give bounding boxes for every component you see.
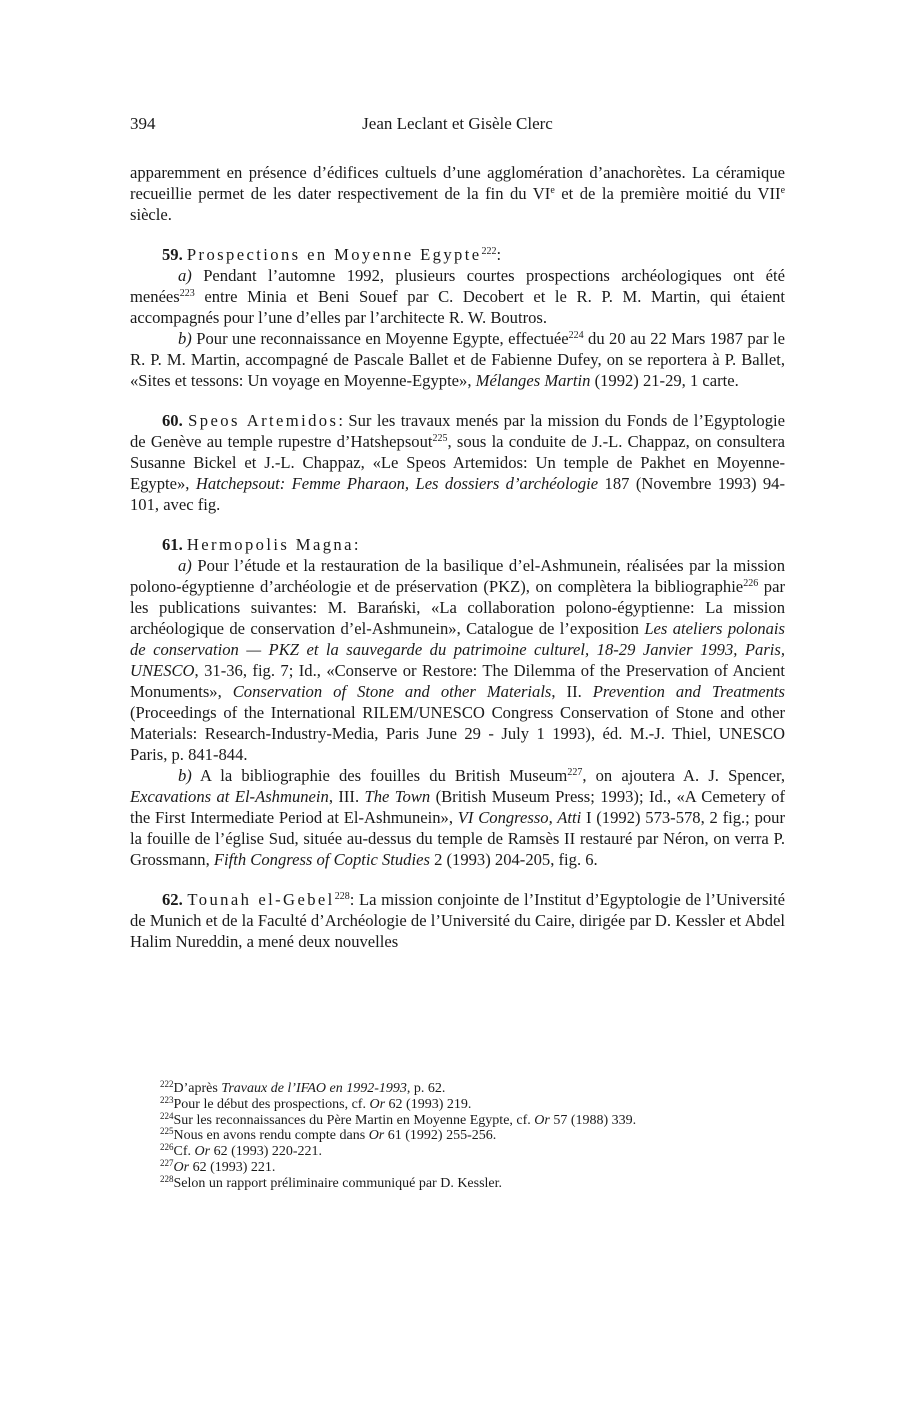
footnote-ref[interactable]: 224 <box>568 330 584 341</box>
section-number: 61. <box>162 535 183 554</box>
section-59-a: a) Pendant l’automne 1992, plusieurs courtes prospections archéologiques ont été menées$^{223}$ entre Minia et Beni Souef par C. Decobert et le R. P. M. Martin, qui étaient accompagnés pour l’une d’elles par l’architecte R. W. Boutros. <box>130 266 785 327</box>
footnote: $^{227}$Or 62 (1993) 221. <box>160 1157 276 1175</box>
main-text <box>130 162 785 952</box>
section-number: 60. <box>162 411 183 430</box>
section-number: 62. <box>162 890 183 909</box>
section-59-heading: 59. Prospections en Moyenne Egypte$^{222}$: <box>162 245 502 264</box>
running-title: Jean Leclant et Gisèle Clerc <box>362 114 553 133</box>
footnote: $^{223}$Pour le début des prospections, cf. Or 62 (1993) 219. <box>160 1094 472 1112</box>
footnote: $^{226}$Cf. Or 62 (1993) 220-221. <box>160 1142 323 1160</box>
section-title: Prospections en Moyenne Egypte <box>186 245 482 264</box>
section-61-a: a) Pour l’étude et la restauration de la basilique d’el-Ashmunein, réalisées par la mission polono-égyptienne d’archéologie et de préservation (PKZ), on complètera la bibliographie$^{226}$ par les publications suivantes: M. Barański, «La collaboration polono-égyptienne: La mission archéologique de conservation d’el-Ashmunein», Catalogue de l’exposition Les ateliers polonais de conservation — PKZ et la sauvegarde du patrimoine culturel, 18-29 Janvier 1993, Paris, UNESCO, 31-36, fig. 7; Id., «Conserve or Restore: The Dilemma of the Preservation of Ancient Monuments», Conservation of Stone and other Materials, II. Prevention and Treatments (Proceedings of the International RILEM/UNESCO Congress Conservation of Stone and other Materials: Research-Industry-Media, Paris June 29 - July 1 1993), éd. M.-J. Thiel, UNESCO Paris, p. 841-844. <box>130 556 785 764</box>
section-number: 59. <box>162 245 183 264</box>
footnote: $^{224}$Sur les reconnaissances du Père Martin en Moyenne Egypte, cf. Or 57 (1988) 339. <box>160 1110 637 1128</box>
footnote: $^{225}$Nous en avons rendu compte dans Or 61 (1992) 255-256. <box>160 1126 497 1144</box>
footnote-ref[interactable]: 223 <box>179 288 195 299</box>
footnote-ref[interactable]: 222 <box>481 246 497 257</box>
section-59-b: b) Pour une reconnaissance en Moyenne Egypte, effectuée$^{224}$ du 20 au 22 Mars 1987 par le R. P. M. Martin, accompagné de Pascale Ballet et de Fabienne Dufey, on se reportera à P. Ballet, «Sites et tessons: Un voyage en Moyenne-Egypte», Mélanges Martin (1992) 21-29, 1 carte. <box>130 329 785 390</box>
intro-paragraph: apparemment en présence d’édifices cultuels d’une agglomération d’anachorètes. La céramique recueillie permet de les dater respectivement de la fin du VIe et de la première moitié du VIIe siècle. <box>130 163 786 224</box>
section-60: 60. Speos Artemidos: Sur les travaux menés par la mission du Fonds de l’Egyptologie de Genève au temple rupestre d’Hatshepsout$^{225}$, sous la conduite de J.-L. Chappaz, on consultera Susanne Bickel et J.-L. Chappaz, «Le Speos Artemidos: Un temple de Pakhet en Moyenne-Egypte», Hatchepsout: Femme Pharaon, Les dossiers d’archéologie 187 (Novembre 1993) 94-101, avec fig. <box>130 411 786 514</box>
footnote: $^{222}$D’après Travaux de l’IFAO en 1992-1993, p. 62. <box>160 1079 446 1096</box>
page-header <box>130 114 785 138</box>
footnote: $^{228}$Selon un rapport préliminaire communiqué par D. Kessler. <box>160 1173 503 1191</box>
footnote-ref[interactable]: 227 <box>567 767 583 778</box>
section-title: Speos Artemidos <box>188 411 339 430</box>
footnote-ref[interactable]: 226 <box>743 578 759 589</box>
footnote-ref[interactable]: 225 <box>432 433 448 444</box>
footnotes <box>160 1081 785 1192</box>
section-61-b: b) A la bibliographie des fouilles du British Museum$^{227}$, on ajoutera A. J. Spencer, Excavations at El-Ashmunein, III. The Town (British Museum Press; 1993); Id., «A Cemetery of the First Intermediate Period at El-Ashmunein», VI Congresso, Atti I (1992) 573-578, 2 fig.; pour la fouille de l’église Sud, située au-dessus du temple de Ramsès II restauré par Néron, on verra P. Grossmann, Fifth Congress of Coptic Studies 2 (1993) 204-205, fig. 6. <box>130 766 785 869</box>
page-number: 394 <box>130 114 156 133</box>
section-62: 62. Tounah el-Gebel$^{228}$: La mission conjointe de l’Institut d’Egyptologie de l’Université de Munich et de la Faculté d’Archéologie de l’Université du Caire, dirigée par D. Kessler et Abdel Halim Nureddin, a mené deux nouvelles <box>130 890 785 951</box>
section-title: Tounah el-Gebel <box>187 890 335 909</box>
footnote-ref[interactable]: 228 <box>334 891 350 902</box>
section-title: Hermopolis Magna <box>186 535 354 554</box>
section-61-heading: 61. Hermopolis Magna: <box>162 535 359 554</box>
